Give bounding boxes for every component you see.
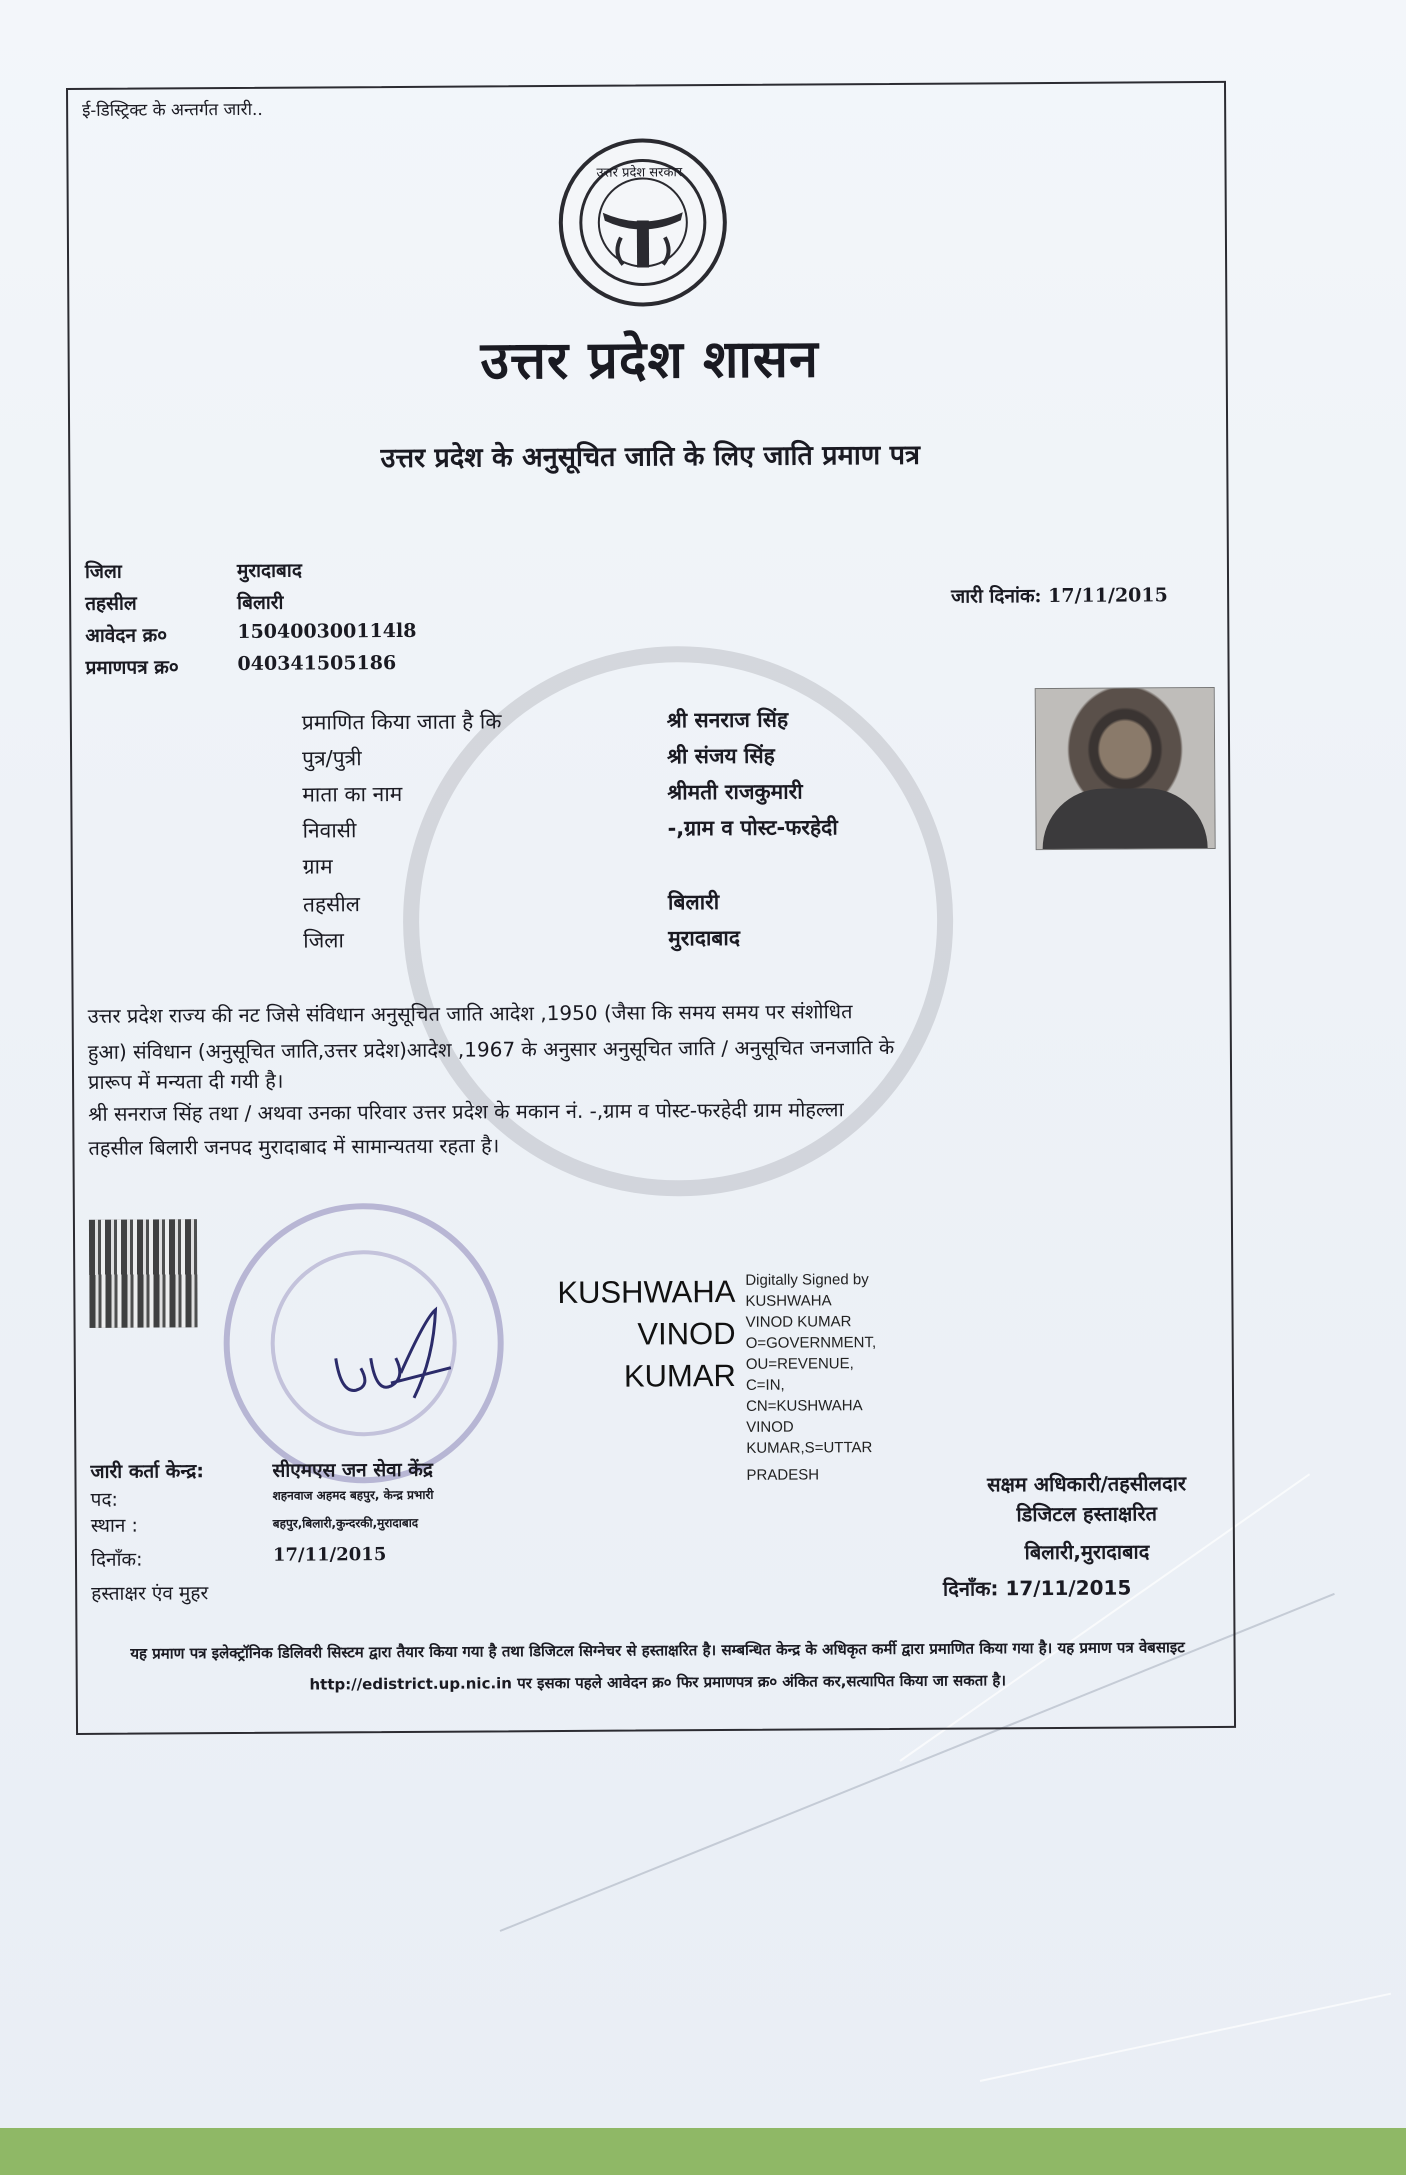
applicant-name: श्री सनराज सिंह	[666, 707, 789, 733]
handwritten-signature	[315, 1298, 456, 1409]
district-field-value: मुरादाबाद	[668, 925, 741, 951]
paragraph-line: श्री सनराज सिंह तथा / अथवा उनका परिवार उत्तर प्रदेश के मकान नं. -,ग्राम व पोस्ट-फरहेदी ग्राम मोहल्ला	[88, 1097, 844, 1126]
paragraph-line: उत्तर प्रदेश राज्य की नट जिसे संविधान अनुसूचित जाति आदेश ,1950 (जैसा कि समय समय पर संशोधित	[87, 999, 853, 1028]
issuer-date-label: दिनाँक:	[90, 1548, 143, 1571]
signature-detail-line: O=GOVERNMENT,	[745, 1334, 877, 1352]
village-label: ग्राम	[302, 854, 333, 879]
tehsil-field-value: बिलारी	[667, 890, 720, 915]
place-label: स्थान :	[90, 1514, 138, 1537]
table-surface	[0, 2128, 1406, 2175]
qr-code	[89, 1219, 198, 1328]
signature-detail-line: PRADESH	[746, 1466, 820, 1484]
signature-detail-line: KUSHWAHA	[745, 1292, 832, 1310]
issue-date: जारी दिनांक: 17/11/2015	[951, 584, 1168, 608]
signature-detail-line: CN=KUSHWAHA	[746, 1397, 863, 1415]
certified-label: प्रमाणित किया जाता है कि	[301, 709, 502, 735]
tehsil-label: तहसील	[85, 592, 137, 615]
up-government-emblem-icon	[558, 138, 727, 307]
signature-detail-line: VINOD	[746, 1418, 794, 1436]
tehsil-field-label: तहसील	[302, 892, 361, 917]
paragraph-line: हुआ) संविधान (अनुसूचित जाति,उत्तर प्रदेश)आदेश ,1967 के अनुसार अनुसूचित जाति / अनुसूचित जनजाति के	[87, 1034, 895, 1064]
district-label: जिला	[84, 560, 122, 583]
page-subtitle: उत्तर प्रदेश के अनुसूचित जाति के लिए जाति प्रमाण पत्र	[380, 439, 921, 475]
mother-name: श्रीमती राजकुमारी	[667, 779, 803, 805]
certificate-number-value: 040341505186	[237, 651, 397, 675]
signature-detail-line: Digitally Signed by	[745, 1271, 869, 1289]
signature-detail-line: VINOD KUMAR	[745, 1313, 852, 1331]
signature-detail-line: C=IN,	[745, 1376, 785, 1394]
page-title: उत्तर प्रदेश शासन	[480, 329, 820, 392]
mother-name-label: माता का नाम	[302, 781, 403, 807]
footer-verification-note: यह प्रमाण पत्र इलेक्ट्रॉनिक डिलिवरी सिस्टम द्वारा तैयार किया गया है तथा डिजिटल सिग्नेचर से हस्ताक्षरित है। सम्बन्धित केन्द्र के अधिकृत कर्मी द्वारा प्रमाणित किया गया है। यह प्रमाण पत्र वेबसाइट http://edistrict.up.nic.in पर इसका पहले आवेदन क्र० फिर प्रमाणपत्र क्र० अंकित कर,सत्यापित किया जा सकता है।	[130, 1638, 1185, 1694]
issuing-centre-value: सीएमएस जन सेवा केंद्र	[272, 1458, 433, 1482]
signature-and-seal-label: हस्ताक्षर एंव मुहर	[91, 1582, 209, 1605]
paragraph-line: प्रारूप में मन्यता दी गयी है।	[87, 1068, 284, 1094]
post-value: शहनवाज अहमद बहपुर, केन्द्र प्रभारी	[272, 1487, 434, 1503]
signer-name-line: KUMAR	[623, 1357, 736, 1394]
emblem-text: उत्तर प्रदेश सरकार	[596, 165, 683, 181]
post-label: पद:	[90, 1488, 118, 1511]
application-number-value: 150400300114l8	[237, 619, 417, 643]
certificate	[66, 81, 1236, 1735]
signature-detail-line: KUMAR,S=UTTAR	[746, 1439, 873, 1457]
signer-name-line: VINOD	[637, 1315, 736, 1352]
officer-digital-signed: डिजिटल हस्ताक्षरित	[1016, 1501, 1158, 1527]
place-value: बहपुर,बिलारी,कुन्दरकी,मुरादाबाद	[272, 1515, 419, 1531]
application-number-label: आवेदन क्र०	[85, 624, 168, 647]
officer-location: बिलारी,मुरादाबाद	[1024, 1539, 1150, 1565]
signature-detail-line: OU=REVENUE,	[745, 1355, 854, 1373]
district-value: मुरादाबाद	[236, 559, 302, 582]
officer-designation: सक्षम अधिकारी/तहसीलदार	[986, 1471, 1187, 1497]
resident-label: निवासी	[302, 818, 357, 843]
paragraph-line: तहसील बिलारी जनपद मुरादाबाद में सामान्यतया रहता है।	[88, 1133, 500, 1160]
district-field-label: जिला	[303, 928, 344, 953]
header-note: ई-डिस्ट्रिक्ट के अन्तर्गत जारी..	[82, 99, 263, 121]
father-name: श्री संजय सिंह	[667, 743, 775, 769]
digital-signature-details	[745, 1269, 877, 1486]
officer-date: दिनाँक: 17/11/2015	[942, 1575, 1132, 1601]
signer-name-line: KUSHWAHA	[557, 1273, 736, 1311]
resident-value: -,ग्राम व पोस्ट-फरहेदी	[667, 815, 838, 841]
issuing-centre-label: जारी कर्ता केन्द्र:	[90, 1460, 204, 1483]
certificate-number-label: प्रमाणपत्र क्र०	[85, 656, 179, 679]
issuer-date-value: 17/11/2015	[272, 1544, 387, 1566]
tehsil-value: बिलारी	[237, 591, 284, 614]
son-daughter-label: पुत्र/पुत्री	[302, 746, 362, 771]
